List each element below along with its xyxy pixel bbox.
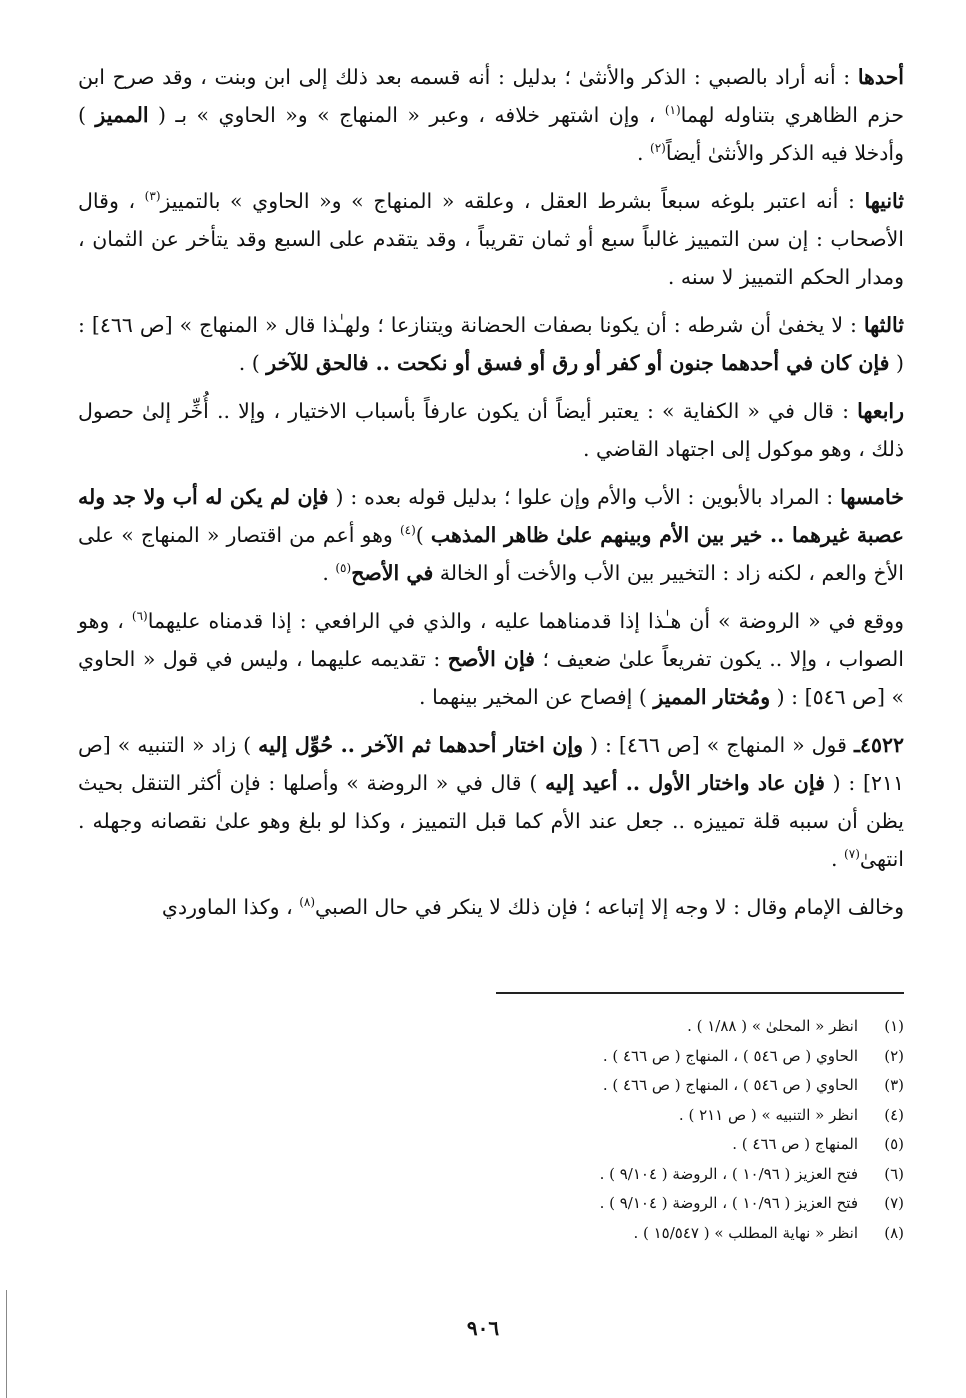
footnote xyxy=(300,1130,904,1160)
text-run: . xyxy=(322,561,336,585)
text-run: ، وإن اشتهر خلافه ، وعبر « المنهاج » و« الحاوي » بـ ( xyxy=(148,103,665,127)
bold-text: فإن عاد واختار الأول .. أعيد إليه xyxy=(545,771,825,795)
footnote xyxy=(300,1012,904,1042)
footnote-text: فتح العزيز ( ١٠/٩٦ ) ، الروضة ( ٩/١٠٤ ) . xyxy=(599,1194,858,1212)
bold-text: ومُختار المميز xyxy=(653,685,771,709)
text-run: ، وكذا الماوردي xyxy=(161,895,300,919)
text-run: : المراد بالأبوين : الأب والأم وإن علوا ؛ بدليل قوله بعده : ( xyxy=(328,485,841,509)
text-run: . xyxy=(636,141,651,165)
paragraph xyxy=(78,392,904,468)
paragraph xyxy=(78,306,904,382)
bold-text: وإن اختار أحدهما ثم الآخر .. حُوِّل إليه xyxy=(258,733,584,757)
text-run: ، وهو الصواب ، وإلا .. يكون تفريعاً علىٰ ضعيف ؛ xyxy=(78,609,904,671)
text-run: ، وقال الأصحاب : إن سن التمييز غالباً سبع أو ثمان تقريباً ، وقد يتقدم على السبع وقد يتأخر عن الثمان ، ومدار الحكم التمييز لا سنه . xyxy=(78,189,904,289)
bold-text: ٤٥٢٢ـ xyxy=(853,733,904,757)
paragraph xyxy=(78,602,904,716)
text-run: : قال في « الكفاية » : يعتبر أيضاً أن يكون عارفاً بأسباب الاختيار ، وإلا .. أُخِّر إلىٰ حصول ذلك ، وهو موكول إلى اجتهاد القاضي . xyxy=(78,399,904,461)
bold-text: ثالثها xyxy=(863,313,904,337)
footnote-ref: (٨) xyxy=(299,895,316,910)
footnote xyxy=(300,1219,904,1249)
footnote-number: (٨) xyxy=(884,1223,904,1242)
paragraph xyxy=(78,478,904,592)
footnote-text: المنهاج ( ص ٤٦٦ ) . xyxy=(732,1135,858,1153)
footnote-ref: (٣) xyxy=(144,189,161,204)
bold-text: أحدها xyxy=(857,65,904,89)
footnote xyxy=(300,1160,904,1190)
text-run: ) وأدخلا فيه الذكر والأنثىٰ أيضاً xyxy=(78,103,904,165)
footnote-text: الحاوي ( ص ٥٤٦ ) ، المنهاج ( ص ٤٦٦ ) . xyxy=(602,1046,858,1065)
footnote-number: (٦) xyxy=(884,1164,904,1183)
bold-text: خامسها xyxy=(840,485,904,509)
footnote-ref: (٢) xyxy=(650,141,666,156)
footnotes xyxy=(300,1012,904,1248)
text-run: ) إفصاح عن المخير بينهما . xyxy=(419,685,654,709)
footnote-text: انظر « التنبيه » ( ص ٢١١ ) . xyxy=(678,1105,858,1124)
footnote-number: (٣) xyxy=(884,1076,904,1094)
text-run: : أنه اعتبر بلوغه سبعاً بشرط العقل ، وعلقه « المنهاج » و« الحاوي » بالتمييز xyxy=(160,189,865,213)
scan-edge-line xyxy=(6,1290,7,1398)
bold-text: ثانيها xyxy=(864,189,905,213)
page-number: ٩٠٦ xyxy=(466,1316,500,1340)
footnote xyxy=(300,1101,904,1131)
footnote-text: فتح العزيز ( ١٠/٩٦ ) ، الروضة ( ٩/١٠٤ ) . xyxy=(599,1164,858,1183)
footnote-ref: (٤) xyxy=(399,523,416,538)
text-run: ) . xyxy=(238,351,267,375)
bold-text: المميز xyxy=(95,103,149,127)
footnote xyxy=(300,1042,904,1072)
main-text xyxy=(78,58,904,936)
footnote-text: الحاوي ( ص ٥٤٦ ) ، المنهاج ( ص ٤٦٦ ) . xyxy=(602,1076,858,1094)
paragraph xyxy=(78,182,904,296)
bold-text: فإن لم يكن له أب ولا جد وله عصبة غيرهما .. خير بين الأم وبينهم علىٰ ظاهر المذهب xyxy=(78,485,905,547)
bold-text: في الأصح xyxy=(351,561,434,585)
footnote-number: (٤) xyxy=(884,1105,904,1124)
text-run: وهو أعم من اقتصار « المنهاج » على الأخ والعم ، لكنه زاد : التخيير بين الأب والأخت أو الخالة xyxy=(78,523,904,585)
footnote-text: انظر « نهاية المطلب » ( ١٥/٥٤٧ ) . xyxy=(633,1223,858,1242)
bold-text: رابعها xyxy=(857,399,904,423)
footnote-number: (١) xyxy=(884,1017,904,1035)
footnote xyxy=(300,1071,904,1101)
footnote-ref: (٦) xyxy=(131,609,148,624)
text-run: ) زاد « التنبيه » [ص ٢١١] : ( xyxy=(78,733,905,795)
text-run: وخالف الإمام وقال : لا وجه إلا إتباعه ؛ فإن ذلك لا ينكر في حال الصبي xyxy=(315,895,904,919)
text-run: : تقديمه عليهما ، وليس في قول « الحاوي » [ص ٥٤٦] : ( xyxy=(78,647,904,709)
footnote-divider xyxy=(496,992,904,994)
footnote-text: انظر « المحلىٰ » ( ١/٨٨ ) . xyxy=(687,1017,858,1035)
text-run: . xyxy=(831,847,845,871)
footnote xyxy=(300,1189,904,1219)
paragraph xyxy=(78,726,904,878)
footnote-number: (٢) xyxy=(884,1046,904,1065)
text-run: : أنه أراد بالصبي : الذكر والأنثىٰ ؛ بدليل : أنه قسمه بعد ذلك إلى ابن وبنت ، وقد صرح ابن حزم الظاهري بتناوله لهما xyxy=(78,65,905,127)
footnote-ref: (٧) xyxy=(844,847,860,862)
text-run: ) قال في « الروضة » وأصلها : فإن أكثر التنقل بحيث يظن أن سببه قلة تمييزه .. جعل عند الأم كما قبل التمييز ، وكذا لو بلغ وهو علىٰ نقصانه وجهله . انتهىٰ xyxy=(78,771,904,871)
bold-text: فإن الأصح xyxy=(447,647,535,671)
footnote-ref: (٥) xyxy=(335,561,352,576)
paragraph xyxy=(78,888,904,926)
text-run: قول « المنهاج » [ص ٤٦٦] : ( xyxy=(583,733,854,757)
text-run: : لا يخفىٰ أن شرطه : أن يكونا بصفات الحضانة ويتنازعا ؛ ولهـٰذا قال « المنهاج » [ص ٤٦٦] : ( xyxy=(78,313,904,375)
footnote-number: (٧) xyxy=(884,1194,904,1212)
footnote-ref: (١) xyxy=(664,103,681,118)
bold-text: فإن كان في أحدهما جنون أو كفر أو رق أو فسق أو نكحت .. فالحق للآخر xyxy=(266,351,890,375)
text-run: ووقع في « الروضة » أن هـٰذا إذا قدمناهما عليه ، والذي في الرافعي : إذا قدمناه عليهما xyxy=(147,609,904,633)
text-run: ) xyxy=(415,523,431,547)
paragraph xyxy=(78,58,904,172)
footnote-number: (٥) xyxy=(884,1135,904,1153)
